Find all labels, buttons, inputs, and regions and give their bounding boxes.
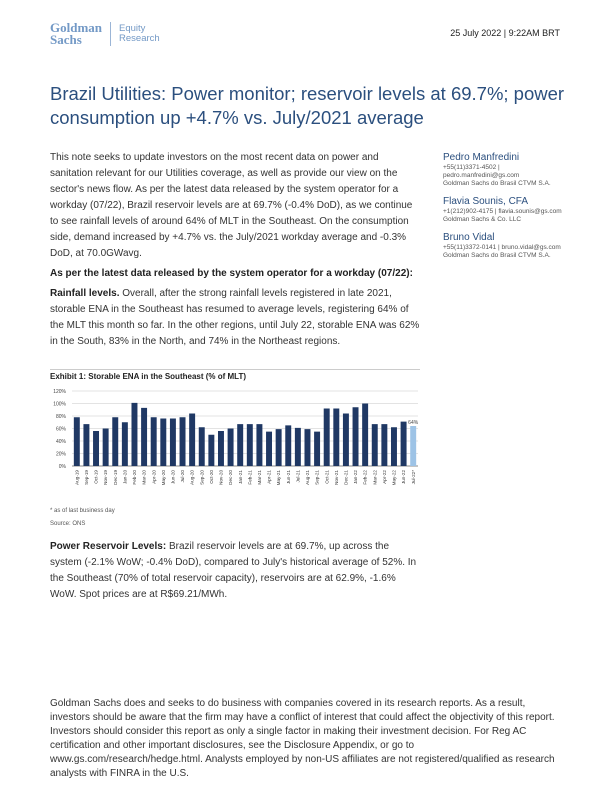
- x-tick-label: Oct-21: [324, 470, 330, 484]
- logo-divider: [110, 22, 111, 46]
- bar: [199, 427, 205, 466]
- x-tick-label: Jan-21: [237, 470, 243, 485]
- x-tick-label: Aug-20: [189, 470, 195, 485]
- bar: [333, 409, 339, 467]
- bar: [372, 424, 378, 466]
- x-tick-label: Mar-20: [141, 470, 147, 485]
- author-name: Bruno Vidal: [443, 232, 495, 243]
- bar: [141, 408, 147, 466]
- logo-sub2: Research: [119, 33, 160, 44]
- x-tick-label: May-20: [160, 470, 166, 486]
- x-tick-label: May-22: [391, 470, 397, 486]
- rainfall-paragraph: [50, 286, 422, 350]
- x-tick-label: Feb-21: [247, 470, 253, 485]
- x-tick-label: Jul-22*: [410, 470, 416, 485]
- bar: [228, 429, 234, 467]
- x-tick-label: Feb-20: [132, 470, 138, 485]
- logo-sub1: Equity: [119, 23, 146, 34]
- author-phone: +55(11)3371-4502 |: [443, 164, 500, 171]
- chart-footnote: * as of last business day: [50, 508, 115, 514]
- bar: [180, 417, 186, 466]
- bar: [151, 417, 157, 466]
- storable-ena-chart: [40, 384, 420, 504]
- bar: [343, 414, 349, 467]
- bar: [295, 428, 301, 466]
- bar: [324, 409, 330, 467]
- bar: [103, 429, 109, 467]
- bar: [83, 424, 89, 466]
- chart-source: Source: ONS: [50, 521, 86, 527]
- reservoir-lead: Power Reservoir Levels:: [50, 541, 167, 552]
- authors-list: [443, 152, 603, 268]
- author-contact[interactable]: +1(212)902-4175 | flavia.sounis@gs.com: [443, 208, 562, 215]
- author: [443, 196, 603, 224]
- author-firm: Goldman Sachs do Brasil CTVM S.A.: [443, 180, 551, 187]
- logo-line2: Sachs: [50, 32, 82, 47]
- bar: [112, 417, 118, 466]
- x-tick-label: Nov-19: [103, 470, 109, 485]
- bar: [74, 417, 80, 466]
- y-tick-label: 100%: [53, 401, 66, 408]
- x-tick-label: Jun-22: [401, 470, 407, 485]
- bar: [266, 432, 272, 466]
- bar: [285, 425, 291, 466]
- author-firm: Goldman Sachs do Brasil CTVM S.A.: [443, 252, 551, 259]
- y-tick-label: 0%: [58, 464, 66, 470]
- bar: [131, 403, 137, 466]
- x-tick-label: Dec-19: [112, 470, 118, 485]
- x-tick-label: Nov-20: [218, 470, 224, 485]
- x-tick-label: Sep-21: [314, 470, 320, 485]
- x-tick-label: Nov-21: [333, 470, 339, 485]
- y-tick-label: 40%: [55, 439, 66, 445]
- bar: [362, 404, 368, 467]
- x-tick-label: Aug-19: [74, 470, 80, 485]
- bar: [170, 419, 176, 467]
- rainfall-lead: Rainfall levels.: [50, 288, 120, 299]
- reservoir-text: Brazil reservoir levels are at 69.7%, up across the system (-2.1% WoW; -0.4% DoD), compared to July's historical average of 52%. In the Southeast (70% of total reservoir capacity), reservoirs are at 62.9%, -1.6% WoW. Spot prices are at R$69.21/MWh.: [50, 541, 417, 600]
- author-name: Flavia Sounis, CFA: [443, 196, 529, 207]
- x-tick-label: Apr-22: [381, 470, 387, 484]
- x-tick-label: Jul-20: [180, 470, 186, 483]
- bar: [122, 422, 128, 466]
- author: [443, 152, 603, 188]
- bar: [391, 427, 397, 466]
- bar: [401, 422, 407, 466]
- disclosure-footer: Goldman Sachs does and seeks to do business with companies covered in its research reports. As a result, investors should be aware that the firm may have a conflict of interest that could affect the objectivity of this report. Investors should consider this report as only a single factor in making their investment decision. For Reg AC certification and other important disclosures, see the Disclosure Appendix, or go to www.gs.com/research/hedge.html. Analysts employed by non-US affiliates are not registered/qualified as research analysts with FINRA in the U.S.: [50, 698, 555, 779]
- bar: [314, 432, 320, 466]
- x-tick-label: Mar-22: [372, 470, 378, 485]
- exhibit-rule: [50, 369, 420, 370]
- page-title: Brazil Utilities: Power monitor; reservoir levels at 69.7%; power consumption up +4.7% vs. July/2021 average: [50, 83, 565, 128]
- x-tick-label: May-21: [276, 470, 282, 486]
- x-tick-label: Sep-19: [84, 470, 90, 485]
- intro-paragraph: This note seeks to update investors on the most recent data on power and sanitation relevant for our Utilities coverage, as well as provide our view on the sector's news flow. As per the latest data released by the system operator for a workday (07/22), Brazil reservoir levels are at 69.7% (-0.4% DoD), as we continue to see rainfall levels of around 64% of MLT in the Southeast. On the consumption side, demand increased by +4.7% vs. the July/2021 workday average and -0.3% DoD, at 70.0GWavg.: [50, 152, 413, 259]
- x-tick-label: Sep-20: [199, 470, 205, 485]
- x-tick-label: Dec-21: [343, 470, 349, 485]
- bar: [256, 424, 262, 466]
- author-email[interactable]: pedro.manfredini@gs.com: [443, 172, 520, 179]
- bar: [381, 424, 387, 466]
- x-tick-label: Apr-20: [151, 470, 157, 484]
- y-tick-label: 60%: [55, 426, 66, 433]
- bar: [208, 435, 214, 466]
- x-tick-label: Jul-21: [295, 470, 301, 483]
- x-tick-label: Mar-21: [257, 470, 263, 485]
- subheading: As per the latest data released by the system operator for a workday (07/22):: [50, 268, 413, 279]
- author-name: Pedro Manfredini: [443, 152, 520, 163]
- reservoir-paragraph: [50, 539, 422, 603]
- x-tick-label: Jun-20: [170, 470, 176, 485]
- bar: [410, 426, 416, 466]
- y-tick-label: 120%: [53, 389, 66, 395]
- y-tick-label: 20%: [55, 451, 66, 458]
- bar: [218, 431, 224, 466]
- author-firm: Goldman Sachs & Co. LLC: [443, 216, 522, 223]
- x-tick-label: Oct-19: [93, 470, 99, 484]
- rainfall-text: Overall, after the strong rainfall levels registered in late 2021, storable ENA in the Southeast has resumed to average levels, registering 64% of the MLT this month so far. In the other regions, until July 22, storable ENA was 62% in the South, 83% in the North, and 74% in the Northeast regions.: [50, 288, 420, 347]
- x-tick-label: Oct-20: [208, 470, 214, 484]
- x-tick-label: Feb-22: [362, 470, 368, 485]
- author: [443, 232, 603, 260]
- chart-title: Exhibit 1: Storable ENA in the Southeast (% of MLT): [50, 372, 247, 381]
- x-tick-label: Aug-21: [305, 470, 311, 485]
- bar: [93, 431, 99, 466]
- goldman-sachs-logo: [50, 22, 160, 46]
- x-tick-label: Jan-20: [122, 470, 128, 485]
- bar: [247, 424, 253, 466]
- bar: [189, 414, 195, 467]
- y-tick-label: 80%: [55, 414, 66, 420]
- bar: [237, 424, 243, 466]
- x-tick-label: Jan-22: [353, 470, 359, 485]
- bar: [353, 407, 359, 466]
- bar: [276, 429, 282, 466]
- author-contact[interactable]: +55(11)3372-0141 | bruno.vidal@gs.com: [443, 244, 561, 251]
- x-tick-label: Apr-21: [266, 470, 272, 484]
- report-date: 25 July 2022 | 9:22AM BRT: [450, 28, 560, 38]
- logo-line1: Goldman: [50, 20, 103, 35]
- data-label: 64%: [408, 420, 419, 426]
- x-tick-label: Jun-21: [285, 470, 291, 485]
- bar: [160, 419, 166, 467]
- x-tick-label: Dec-20: [228, 470, 234, 485]
- bar: [304, 429, 310, 466]
